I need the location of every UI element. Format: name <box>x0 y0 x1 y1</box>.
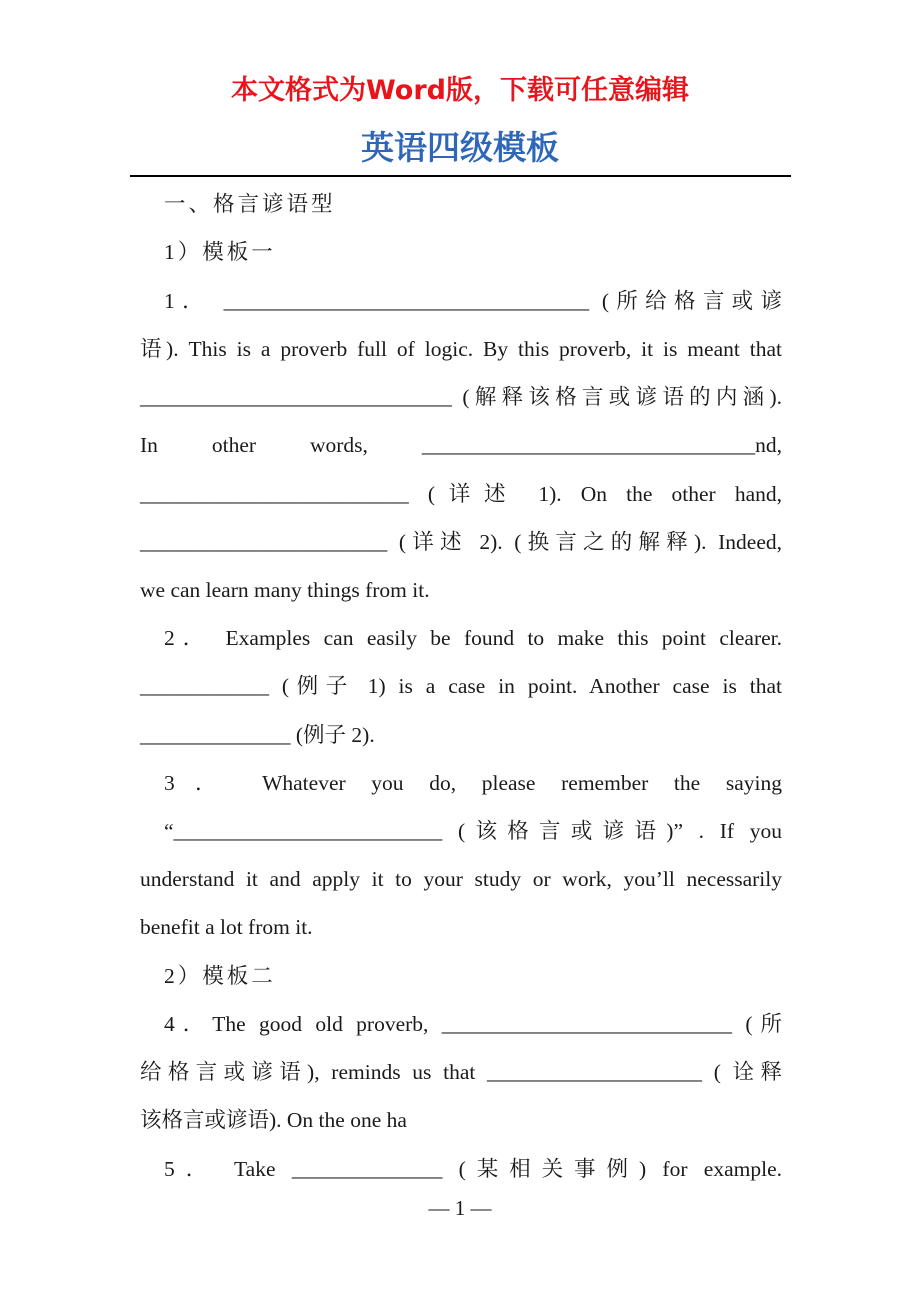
paragraph-line: understand it and apply it to your study or work, you’ll necessarily <box>140 867 782 891</box>
paragraph-line: 5． Take ______________ (某相关事例) for example. <box>164 1157 782 1181</box>
paragraph-line: 1． __________________________________ (所给格言或谚 <box>164 289 782 313</box>
paragraph-line: ____________ (例子 1) is a case in point. Another case is that <box>140 674 782 698</box>
paragraph-line: 语). This is a proverb full of logic. By this proverb, it is meant that <box>140 337 782 361</box>
paragraph-line: ______________ (例子 2). <box>140 723 375 747</box>
paragraph-line: 该格言或谚语). On the one ha <box>140 1108 407 1132</box>
paragraph-line: 3． Whatever you do, please remember the saying <box>164 771 782 795</box>
paragraph-line: 4．The good old proverb, ___________________________ (所 <box>164 1012 782 1036</box>
template-heading: 2）模板二 <box>164 964 276 988</box>
format-notice-banner: 本文格式为Word版，下载可任意编辑 <box>230 75 689 106</box>
paragraph-line: we can learn many things from it. <box>140 578 430 602</box>
paragraph-line: 给格言或谚语), reminds us that ____________________ ( 诠释 <box>140 1060 782 1084</box>
paragraph-line: “_________________________ (该格言或谚语)” . If you <box>164 819 782 843</box>
paragraph-line: 2． Examples can easily be found to make this point clearer. <box>164 626 782 650</box>
paragraph-line: benefit a lot from it. <box>140 915 313 939</box>
page-number: — 1 — <box>428 1196 492 1220</box>
paragraph-line: In other words, _______________________________nd, <box>140 433 782 457</box>
paragraph-line: _________________________ (详述 1). On the other hand, <box>140 482 782 506</box>
template-heading: 1）模板一 <box>164 240 276 264</box>
paragraph-line: _______________________ (详述 2). (换言之的解释). Indeed, <box>140 530 782 554</box>
title-divider <box>130 175 791 177</box>
section-heading: 一、格言谚语型 <box>164 192 336 216</box>
paragraph-line: _____________________________ (解释该格言或谚语的内涵). <box>140 385 782 409</box>
page-title: 英语四级模板 <box>361 128 559 167</box>
